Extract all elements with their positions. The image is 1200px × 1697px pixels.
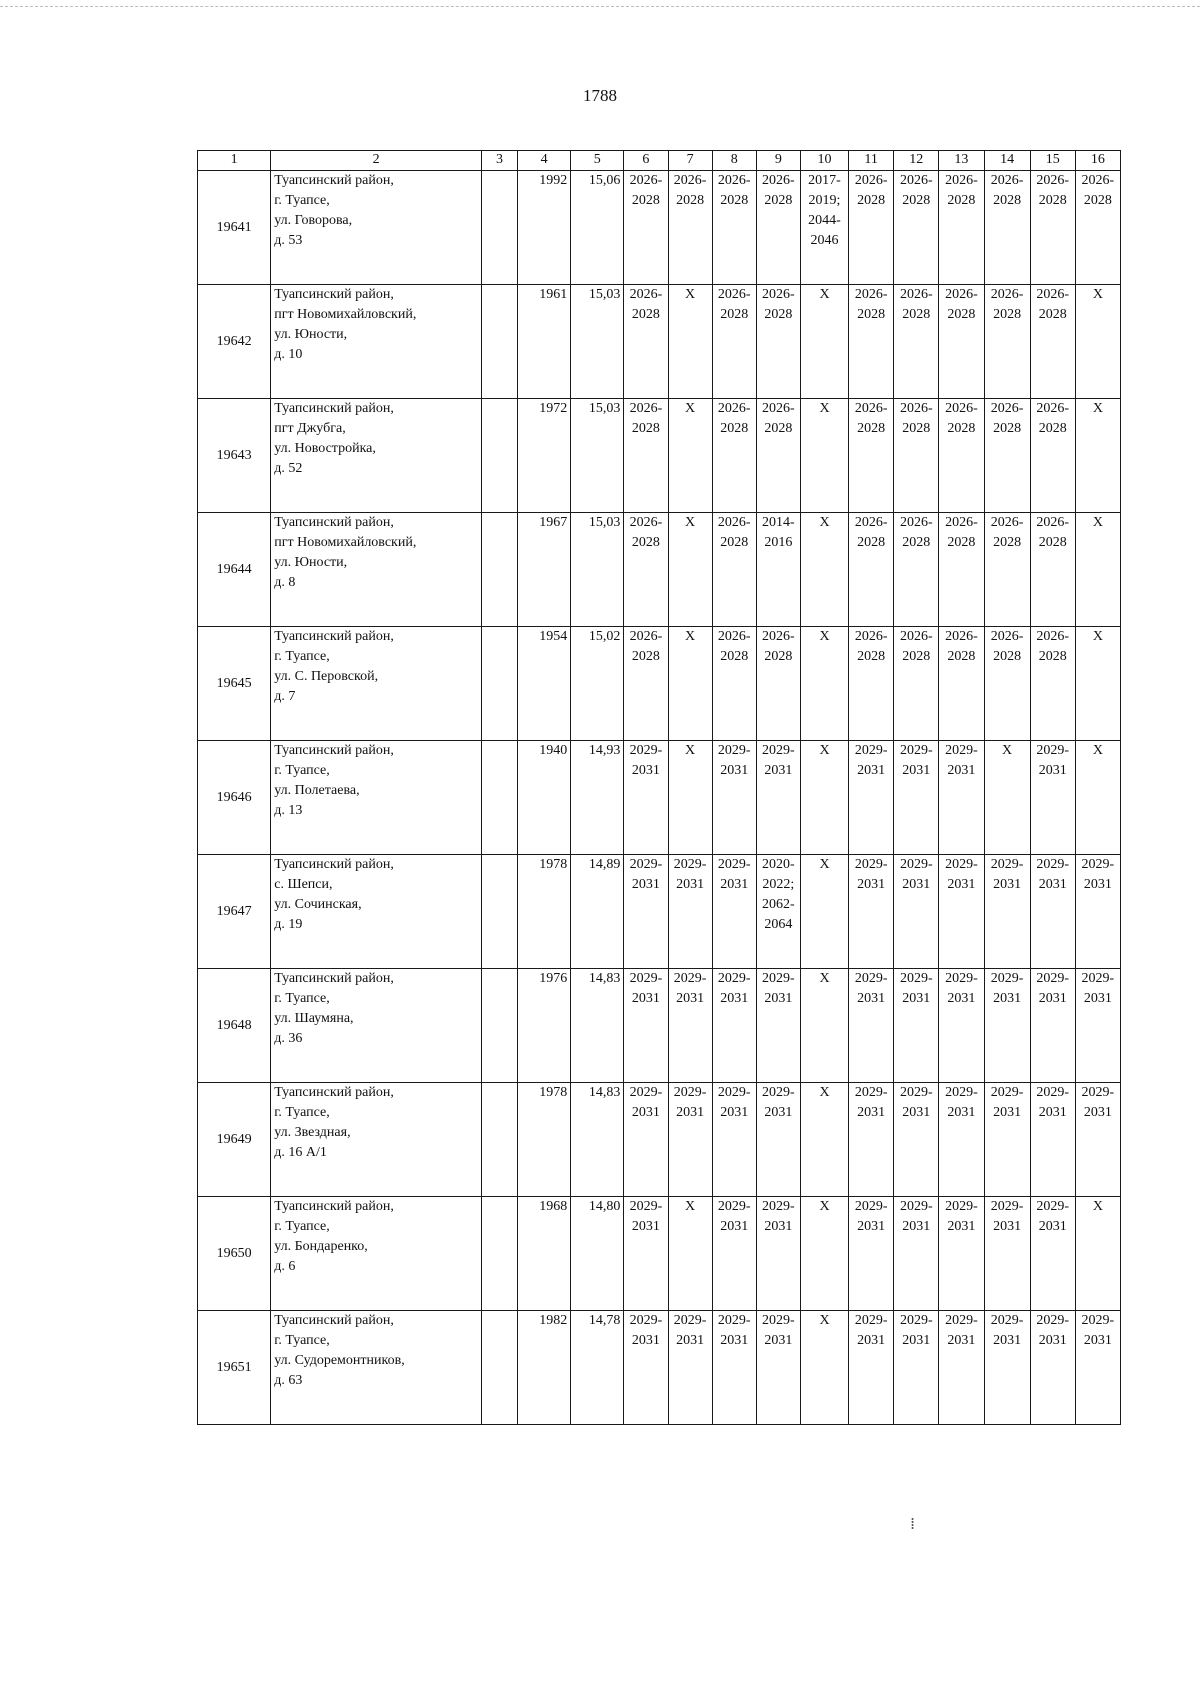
cell-c14: 2026- 2028 — [984, 171, 1030, 285]
cell-c14: 2029- 2031 — [984, 855, 1030, 969]
address-line: д. 16 А/1 — [274, 1145, 327, 1160]
cell-c3 — [481, 1197, 517, 1311]
cell-c7: X — [668, 285, 712, 399]
cell-c16: X — [1075, 1197, 1120, 1311]
address-line: д. 10 — [274, 347, 303, 362]
cell-year: 1978 — [518, 1083, 571, 1197]
column-header: 7 — [668, 151, 712, 171]
address-line: г. Туапсе, — [274, 991, 330, 1006]
cell-c8: 2029- 2031 — [712, 855, 756, 969]
cell-year: 1982 — [518, 1311, 571, 1425]
cell-c6: 2029- 2031 — [624, 855, 668, 969]
cell-c12: 2026- 2028 — [894, 285, 939, 399]
address-line: с. Шепси, — [274, 877, 333, 892]
cell-c13: 2029- 2031 — [939, 969, 984, 1083]
column-header: 2 — [271, 151, 482, 171]
cell-c10: X — [800, 1311, 848, 1425]
cell-c13: 2029- 2031 — [939, 1197, 984, 1311]
address-line: ул. Сочинская, — [274, 897, 362, 912]
cell-c10: X — [800, 399, 848, 513]
table-row — [198, 855, 1121, 969]
cell-c7: X — [668, 399, 712, 513]
address-line: ул. Новостройка, — [274, 441, 376, 456]
column-header: 12 — [894, 151, 939, 171]
cell-c6: 2026- 2028 — [624, 171, 668, 285]
cell-c16: 2029- 2031 — [1075, 969, 1120, 1083]
cell-val: 14,93 — [571, 741, 624, 855]
cell-c16: 2026- 2028 — [1075, 171, 1120, 285]
address-line: Туапсинский район, — [274, 515, 394, 530]
cell-c8: 2026- 2028 — [712, 285, 756, 399]
cell-c9: 2029- 2031 — [756, 741, 800, 855]
cell-c12: 2029- 2031 — [894, 969, 939, 1083]
cell-year: 1968 — [518, 1197, 571, 1311]
cell-c14: 2029- 2031 — [984, 1311, 1030, 1425]
cell-c8: 2026- 2028 — [712, 171, 756, 285]
column-header: 15 — [1030, 151, 1075, 171]
cell-year: 1976 — [518, 969, 571, 1083]
cell-c8: 2026- 2028 — [712, 627, 756, 741]
cell-c3 — [481, 855, 517, 969]
address-cell — [271, 741, 482, 855]
address-line: д. 8 — [274, 575, 296, 590]
address-line: ул. Юности, — [274, 555, 348, 570]
cell-c9: 2029- 2031 — [756, 1311, 800, 1425]
cell-c9: 2029- 2031 — [756, 1197, 800, 1311]
address-line: Туапсинский район, — [274, 857, 394, 872]
cell-c15: 2026- 2028 — [1030, 627, 1075, 741]
cell-c11: 2029- 2031 — [849, 969, 894, 1083]
cell-c12: 2026- 2028 — [894, 171, 939, 285]
cell-c8: 2029- 2031 — [712, 1083, 756, 1197]
row-id: 19651 — [198, 1311, 271, 1425]
cell-c16: X — [1075, 627, 1120, 741]
cell-c11: 2026- 2028 — [849, 399, 894, 513]
cell-c7: 2029- 2031 — [668, 855, 712, 969]
cell-year: 1992 — [518, 171, 571, 285]
register-table — [197, 150, 1121, 1425]
cell-c3 — [481, 171, 517, 285]
cell-c7: 2026- 2028 — [668, 171, 712, 285]
cell-c6: 2026- 2028 — [624, 513, 668, 627]
column-header: 9 — [756, 151, 800, 171]
cell-c10: X — [800, 627, 848, 741]
cell-c15: 2026- 2028 — [1030, 285, 1075, 399]
cell-c15: 2026- 2028 — [1030, 513, 1075, 627]
cell-c8: 2029- 2031 — [712, 1311, 756, 1425]
cell-c16: 2029- 2031 — [1075, 855, 1120, 969]
cell-c11: 2029- 2031 — [849, 1311, 894, 1425]
cell-c6: 2029- 2031 — [624, 741, 668, 855]
address-line: ул. Шаумяна, — [274, 1011, 354, 1026]
cell-year: 1967 — [518, 513, 571, 627]
cell-year: 1972 — [518, 399, 571, 513]
cell-c15: 2029- 2031 — [1030, 1197, 1075, 1311]
address-line: пгт Новомихайловский, — [274, 307, 417, 322]
cell-c13: 2026- 2028 — [939, 171, 984, 285]
column-header: 13 — [939, 151, 984, 171]
address-line: д. 36 — [274, 1031, 303, 1046]
cell-val: 15,03 — [571, 513, 624, 627]
column-header: 10 — [800, 151, 848, 171]
address-line: ул. Говорова, — [274, 213, 353, 228]
cell-c7: 2029- 2031 — [668, 1311, 712, 1425]
cell-c9: 2026- 2028 — [756, 627, 800, 741]
address-line: г. Туапсе, — [274, 1105, 330, 1120]
address-cell — [271, 1197, 482, 1311]
cell-c8: 2029- 2031 — [712, 969, 756, 1083]
address-line: Туапсинский район, — [274, 1313, 394, 1328]
cell-c11: 2029- 2031 — [849, 1083, 894, 1197]
cell-c16: 2029- 2031 — [1075, 1311, 1120, 1425]
cell-c12: 2029- 2031 — [894, 1311, 939, 1425]
cell-c7: X — [668, 627, 712, 741]
cell-c15: 2029- 2031 — [1030, 855, 1075, 969]
cell-c9: 2026- 2028 — [756, 171, 800, 285]
cell-c15: 2026- 2028 — [1030, 171, 1075, 285]
address-line: г. Туапсе, — [274, 1333, 330, 1348]
address-line: Туапсинский район, — [274, 743, 394, 758]
address-line: Туапсинский район, — [274, 401, 394, 416]
cell-c10: X — [800, 513, 848, 627]
row-id: 19649 — [198, 1083, 271, 1197]
cell-c12: 2029- 2031 — [894, 1197, 939, 1311]
table-body — [198, 171, 1121, 1425]
table-row — [198, 513, 1121, 627]
row-id: 19645 — [198, 627, 271, 741]
address-line: Туапсинский район, — [274, 1085, 394, 1100]
cell-c13: 2026- 2028 — [939, 399, 984, 513]
address-cell — [271, 285, 482, 399]
cell-c10: 2017- 2019; 2044- 2046 — [800, 171, 848, 285]
cell-c12: 2026- 2028 — [894, 513, 939, 627]
cell-c12: 2029- 2031 — [894, 855, 939, 969]
cell-c15: 2029- 2031 — [1030, 1083, 1075, 1197]
cell-c15: 2029- 2031 — [1030, 969, 1075, 1083]
cell-c6: 2029- 2031 — [624, 969, 668, 1083]
address-line: д. 63 — [274, 1373, 303, 1388]
table-row — [198, 399, 1121, 513]
cell-c3 — [481, 627, 517, 741]
row-id: 19647 — [198, 855, 271, 969]
column-header: 3 — [481, 151, 517, 171]
address-cell — [271, 171, 482, 285]
cell-c15: 2029- 2031 — [1030, 1311, 1075, 1425]
address-line: Туапсинский район, — [274, 1199, 394, 1214]
cell-c16: X — [1075, 741, 1120, 855]
row-id: 19642 — [198, 285, 271, 399]
cell-c3 — [481, 513, 517, 627]
address-line: ул. Полетаева, — [274, 783, 360, 798]
address-line: ул. С. Перовской, — [274, 669, 379, 684]
cell-c3 — [481, 285, 517, 399]
address-line: г. Туапсе, — [274, 649, 330, 664]
table-row — [198, 741, 1121, 855]
address-line: г. Туапсе, — [274, 1219, 330, 1234]
cell-c14: 2029- 2031 — [984, 1083, 1030, 1197]
row-id: 19646 — [198, 741, 271, 855]
cell-c9: 2029- 2031 — [756, 1083, 800, 1197]
cell-c7: X — [668, 513, 712, 627]
cell-c7: X — [668, 1197, 712, 1311]
cell-c3 — [481, 1083, 517, 1197]
cell-c13: 2026- 2028 — [939, 285, 984, 399]
cell-val: 15,06 — [571, 171, 624, 285]
cell-c7: X — [668, 741, 712, 855]
cell-c11: 2026- 2028 — [849, 513, 894, 627]
table-row — [198, 627, 1121, 741]
address-line: ул. Бондаренко, — [274, 1239, 368, 1254]
address-line: д. 13 — [274, 803, 303, 818]
address-line: д. 19 — [274, 917, 303, 932]
cell-val: 15,02 — [571, 627, 624, 741]
cell-c14: 2029- 2031 — [984, 969, 1030, 1083]
cell-c9: 2026- 2028 — [756, 285, 800, 399]
cell-c16: X — [1075, 285, 1120, 399]
cell-c13: 2029- 2031 — [939, 1311, 984, 1425]
address-line: г. Туапсе, — [274, 763, 330, 778]
cell-c7: 2029- 2031 — [668, 1083, 712, 1197]
column-header: 8 — [712, 151, 756, 171]
cell-c13: 2026- 2028 — [939, 513, 984, 627]
address-line: Туапсинский район, — [274, 971, 394, 986]
column-header: 5 — [571, 151, 624, 171]
column-header: 11 — [849, 151, 894, 171]
address-line: д. 53 — [274, 233, 303, 248]
cell-year: 1961 — [518, 285, 571, 399]
address-line: д. 6 — [274, 1259, 296, 1274]
cell-c11: 2026- 2028 — [849, 171, 894, 285]
cell-c15: 2029- 2031 — [1030, 741, 1075, 855]
scan-edge-line — [0, 6, 1200, 7]
cell-val: 14,78 — [571, 1311, 624, 1425]
row-id: 19650 — [198, 1197, 271, 1311]
cell-c16: X — [1075, 513, 1120, 627]
cell-c15: 2026- 2028 — [1030, 399, 1075, 513]
cell-c6: 2026- 2028 — [624, 627, 668, 741]
table-row — [198, 969, 1121, 1083]
cell-c13: 2026- 2028 — [939, 627, 984, 741]
cell-c11: 2026- 2028 — [849, 285, 894, 399]
cell-c3 — [481, 399, 517, 513]
table-row — [198, 285, 1121, 399]
cell-c14: 2026- 2028 — [984, 399, 1030, 513]
row-id: 19644 — [198, 513, 271, 627]
cell-c13: 2029- 2031 — [939, 741, 984, 855]
cell-c10: X — [800, 285, 848, 399]
address-line: пгт Новомихайловский, — [274, 535, 417, 550]
address-line: пгт Джубга, — [274, 421, 346, 436]
cell-c11: 2029- 2031 — [849, 741, 894, 855]
page-number: 1788 — [583, 86, 617, 105]
column-header: 16 — [1075, 151, 1120, 171]
address-line: Туапсинский район, — [274, 287, 394, 302]
cell-c14: 2026- 2028 — [984, 513, 1030, 627]
cell-c7: 2029- 2031 — [668, 969, 712, 1083]
cell-c14: 2026- 2028 — [984, 285, 1030, 399]
address-line: Туапсинский район, — [274, 173, 394, 188]
address-cell — [271, 399, 482, 513]
row-id: 19643 — [198, 399, 271, 513]
cell-c11: 2026- 2028 — [849, 627, 894, 741]
cell-val: 14,89 — [571, 855, 624, 969]
address-line: ул. Звездная, — [274, 1125, 351, 1140]
cell-c16: 2029- 2031 — [1075, 1083, 1120, 1197]
cell-c13: 2029- 2031 — [939, 1083, 984, 1197]
address-cell — [271, 1083, 482, 1197]
cell-c3 — [481, 969, 517, 1083]
cell-c3 — [481, 741, 517, 855]
cell-c6: 2029- 2031 — [624, 1197, 668, 1311]
cell-c12: 2029- 2031 — [894, 741, 939, 855]
address-line: ул. Судоремонтников, — [274, 1353, 405, 1368]
cell-c9: 2029- 2031 — [756, 969, 800, 1083]
address-cell — [271, 1311, 482, 1425]
cell-c6: 2026- 2028 — [624, 285, 668, 399]
cell-c16: X — [1075, 399, 1120, 513]
table-row — [198, 171, 1121, 285]
column-header: 1 — [198, 151, 271, 171]
cell-year: 1954 — [518, 627, 571, 741]
column-header: 6 — [624, 151, 668, 171]
cell-c11: 2029- 2031 — [849, 1197, 894, 1311]
scan-artifact-mark: ⁞ — [910, 1514, 916, 1533]
cell-c9: 2020- 2022; 2062- 2064 — [756, 855, 800, 969]
cell-year: 1978 — [518, 855, 571, 969]
cell-c8: 2026- 2028 — [712, 399, 756, 513]
cell-c12: 2026- 2028 — [894, 399, 939, 513]
cell-c8: 2029- 2031 — [712, 1197, 756, 1311]
cell-c9: 2014- 2016 — [756, 513, 800, 627]
row-id: 19648 — [198, 969, 271, 1083]
cell-c3 — [481, 1311, 517, 1425]
address-line: Туапсинский район, — [274, 629, 394, 644]
cell-c6: 2029- 2031 — [624, 1311, 668, 1425]
cell-c11: 2029- 2031 — [849, 855, 894, 969]
cell-c6: 2029- 2031 — [624, 1083, 668, 1197]
table-row — [198, 1197, 1121, 1311]
column-header: 14 — [984, 151, 1030, 171]
cell-c12: 2026- 2028 — [894, 627, 939, 741]
cell-c14: 2029- 2031 — [984, 1197, 1030, 1311]
cell-c10: X — [800, 855, 848, 969]
cell-c9: 2026- 2028 — [756, 399, 800, 513]
cell-c10: X — [800, 741, 848, 855]
row-id: 19641 — [198, 171, 271, 285]
cell-val: 14,80 — [571, 1197, 624, 1311]
cell-val: 14,83 — [571, 1083, 624, 1197]
cell-c14: X — [984, 741, 1030, 855]
column-header: 4 — [518, 151, 571, 171]
cell-c8: 2029- 2031 — [712, 741, 756, 855]
cell-c10: X — [800, 969, 848, 1083]
header-row — [198, 151, 1121, 171]
address-line: ул. Юности, — [274, 327, 348, 342]
table-row — [198, 1083, 1121, 1197]
address-line: д. 7 — [274, 689, 296, 704]
cell-c10: X — [800, 1197, 848, 1311]
cell-val: 15,03 — [571, 285, 624, 399]
address-line: д. 52 — [274, 461, 303, 476]
address-cell — [271, 969, 482, 1083]
cell-c6: 2026- 2028 — [624, 399, 668, 513]
cell-val: 14,83 — [571, 969, 624, 1083]
address-cell — [271, 513, 482, 627]
cell-c14: 2026- 2028 — [984, 627, 1030, 741]
address-cell — [271, 855, 482, 969]
cell-c12: 2029- 2031 — [894, 1083, 939, 1197]
cell-val: 15,03 — [571, 399, 624, 513]
cell-c13: 2029- 2031 — [939, 855, 984, 969]
address-cell — [271, 627, 482, 741]
cell-year: 1940 — [518, 741, 571, 855]
address-line: г. Туапсе, — [274, 193, 330, 208]
cell-c8: 2026- 2028 — [712, 513, 756, 627]
cell-c10: X — [800, 1083, 848, 1197]
table-row — [198, 1311, 1121, 1425]
